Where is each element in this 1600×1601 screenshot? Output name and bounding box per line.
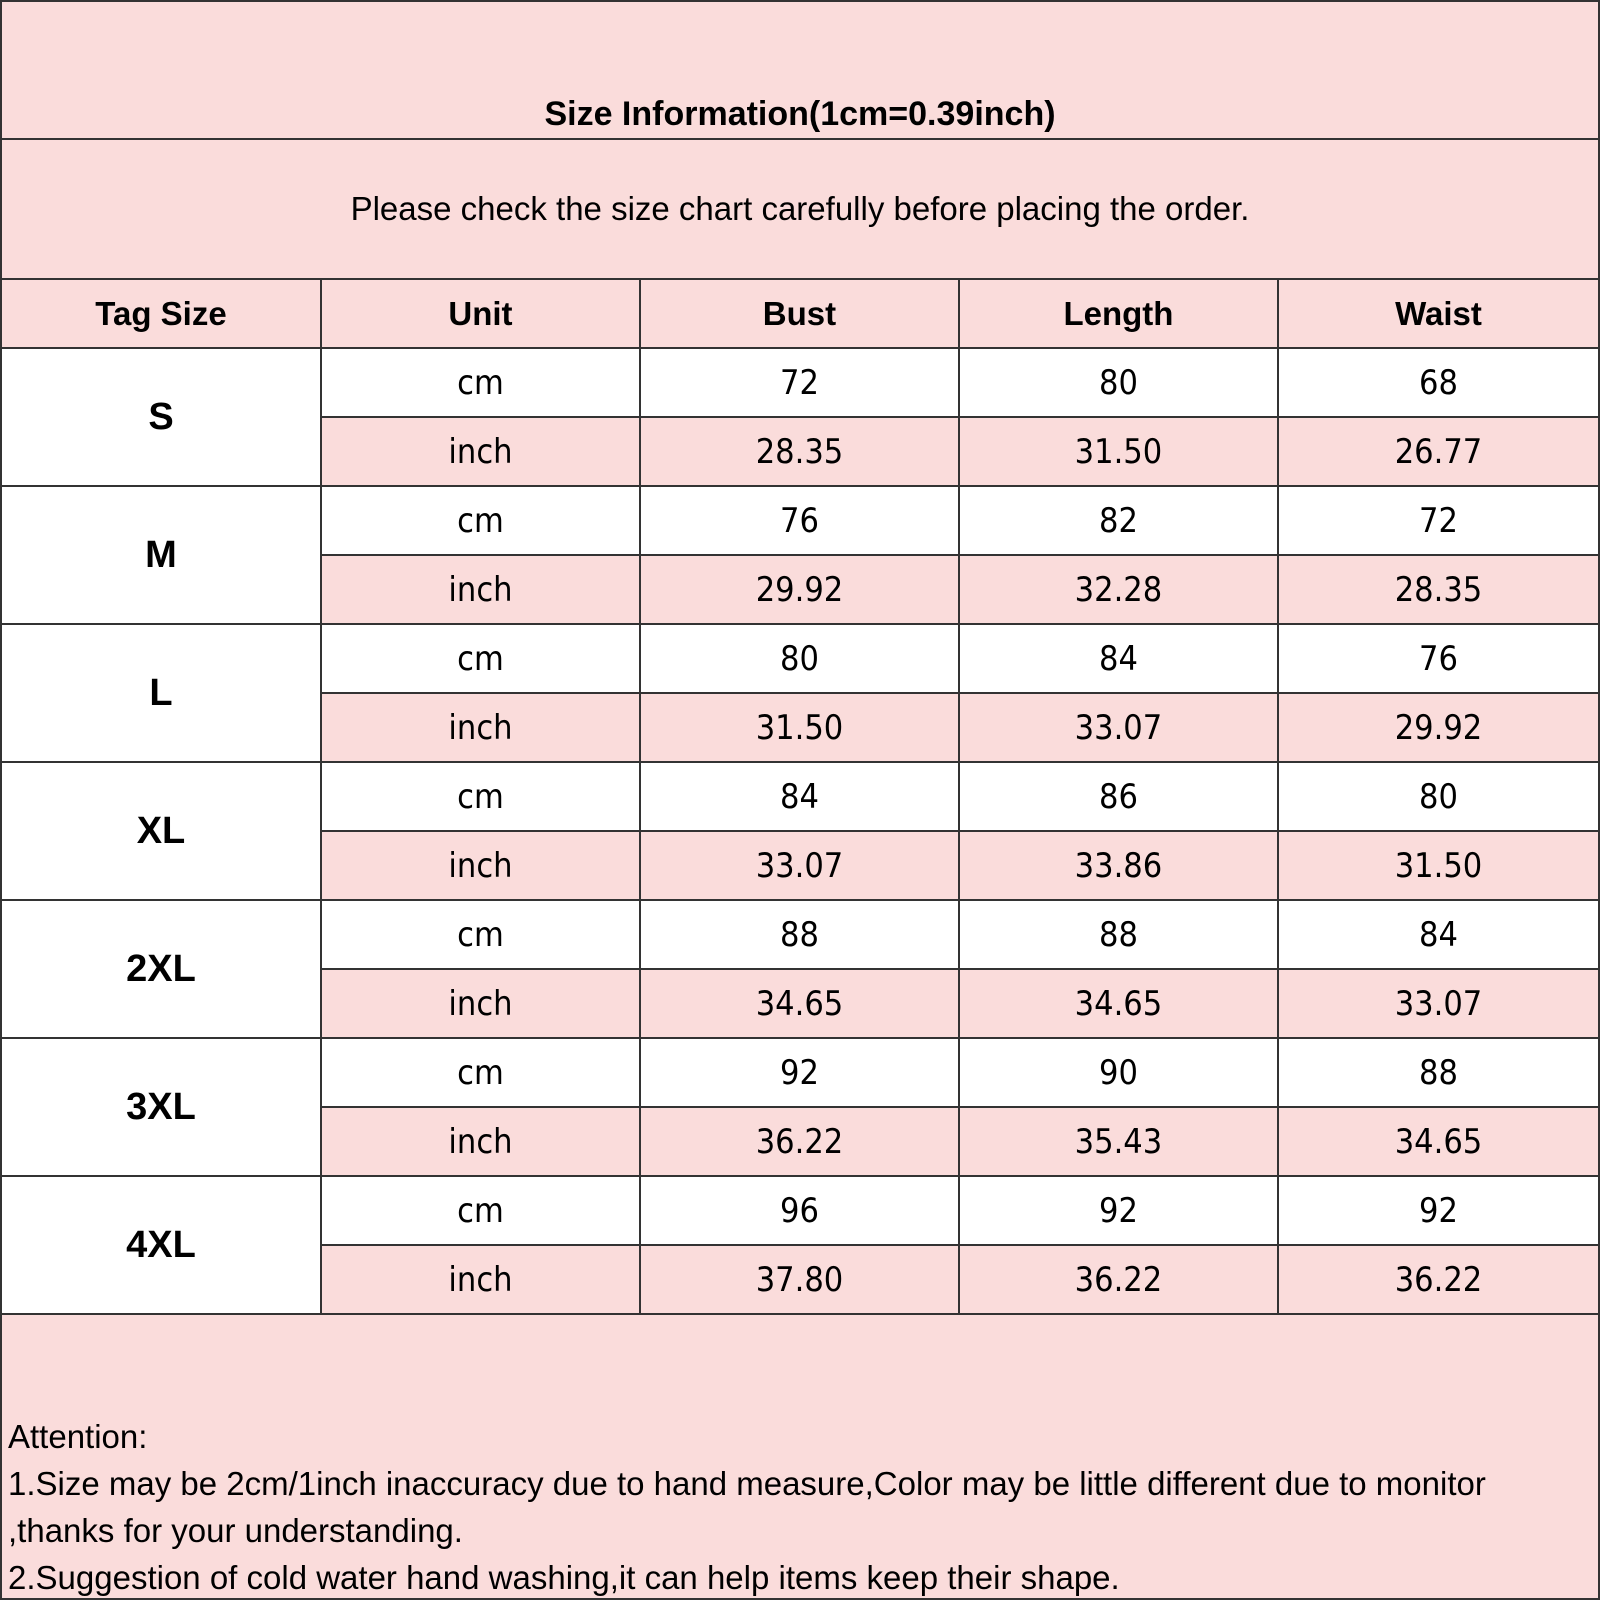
waist-cell: 92: [1278, 1176, 1598, 1245]
unit-cell: inch: [321, 969, 640, 1038]
waist-cell: 80: [1278, 762, 1598, 831]
title-row: [2, 2, 1598, 140]
unit-cell: inch: [321, 417, 640, 486]
waist-cell: 26.77: [1278, 417, 1598, 486]
table-row: [2, 486, 1598, 555]
length-cell: 88: [959, 900, 1278, 969]
header-waist: Waist: [1278, 280, 1598, 348]
unit-cell: inch: [321, 831, 640, 900]
tag-size-cell: L: [2, 624, 321, 762]
waist-cell: 29.92: [1278, 693, 1598, 762]
length-cell: 31.50: [959, 417, 1278, 486]
bust-cell: 96: [640, 1176, 959, 1245]
length-cell: 35.43: [959, 1107, 1278, 1176]
tag-size-cell: M: [2, 486, 321, 624]
waist-cell: 88: [1278, 1038, 1598, 1107]
bust-cell: 28.35: [640, 417, 959, 486]
table-row: [2, 900, 1598, 969]
unit-cell: cm: [321, 1038, 640, 1107]
table-header-row: [2, 280, 1598, 348]
table-row: [2, 1176, 1598, 1245]
table-row: [2, 1038, 1598, 1107]
notes-heading: Attention:: [8, 1418, 148, 1455]
waist-cell: 72: [1278, 486, 1598, 555]
tag-size-cell: S: [2, 348, 321, 486]
tag-size-cell: 2XL: [2, 900, 321, 1038]
header-length: Length: [959, 280, 1278, 348]
table-row: [2, 348, 1598, 417]
unit-cell: inch: [321, 1107, 640, 1176]
length-cell: 90: [959, 1038, 1278, 1107]
unit-cell: cm: [321, 486, 640, 555]
table-row: [2, 762, 1598, 831]
length-cell: 33.86: [959, 831, 1278, 900]
size-table: [2, 280, 1598, 1315]
bust-cell: 92: [640, 1038, 959, 1107]
waist-cell: 68: [1278, 348, 1598, 417]
attention-notes: [8, 1413, 1588, 1601]
waist-cell: 36.22: [1278, 1245, 1598, 1314]
unit-cell: inch: [321, 693, 640, 762]
bust-cell: 80: [640, 624, 959, 693]
waist-cell: 34.65: [1278, 1107, 1598, 1176]
unit-cell: cm: [321, 762, 640, 831]
waist-cell: 28.35: [1278, 555, 1598, 624]
note-line: ,thanks for your understanding.: [8, 1512, 463, 1549]
unit-cell: cm: [321, 1176, 640, 1245]
waist-cell: 31.50: [1278, 831, 1598, 900]
length-cell: 34.65: [959, 969, 1278, 1038]
bust-cell: 31.50: [640, 693, 959, 762]
table-row: [2, 624, 1598, 693]
note-line: 2.Suggestion of cold water hand washing,it can help items keep their shape.: [8, 1559, 1120, 1596]
length-cell: 84: [959, 624, 1278, 693]
tag-size-cell: XL: [2, 762, 321, 900]
waist-cell: 76: [1278, 624, 1598, 693]
length-cell: 80: [959, 348, 1278, 417]
length-cell: 86: [959, 762, 1278, 831]
unit-cell: cm: [321, 900, 640, 969]
page-title: Size Information(1cm=0.39inch): [544, 95, 1056, 133]
instruction-text: Please check the size chart carefully before placing the order.: [350, 190, 1250, 227]
tag-size-cell: 4XL: [2, 1176, 321, 1314]
tag-size-cell: 3XL: [2, 1038, 321, 1176]
subtitle-row: [2, 140, 1598, 280]
bust-cell: 33.07: [640, 831, 959, 900]
header-bust: Bust: [640, 280, 959, 348]
bust-cell: 84: [640, 762, 959, 831]
bust-cell: 76: [640, 486, 959, 555]
length-cell: 92: [959, 1176, 1278, 1245]
length-cell: 32.28: [959, 555, 1278, 624]
header-tag-size: Tag Size: [2, 280, 321, 348]
bust-cell: 72: [640, 348, 959, 417]
bust-cell: 29.92: [640, 555, 959, 624]
bust-cell: 88: [640, 900, 959, 969]
unit-cell: cm: [321, 348, 640, 417]
length-cell: 82: [959, 486, 1278, 555]
header-unit: Unit: [321, 280, 640, 348]
bust-cell: 36.22: [640, 1107, 959, 1176]
unit-cell: inch: [321, 555, 640, 624]
note-line: 1.Size may be 2cm/1inch inaccuracy due to hand measure,Color may be little different due to monitor: [8, 1465, 1486, 1502]
length-cell: 36.22: [959, 1245, 1278, 1314]
unit-cell: inch: [321, 1245, 640, 1314]
bust-cell: 34.65: [640, 969, 959, 1038]
unit-cell: cm: [321, 624, 640, 693]
bust-cell: 37.80: [640, 1245, 959, 1314]
length-cell: 33.07: [959, 693, 1278, 762]
waist-cell: 33.07: [1278, 969, 1598, 1038]
waist-cell: 84: [1278, 900, 1598, 969]
